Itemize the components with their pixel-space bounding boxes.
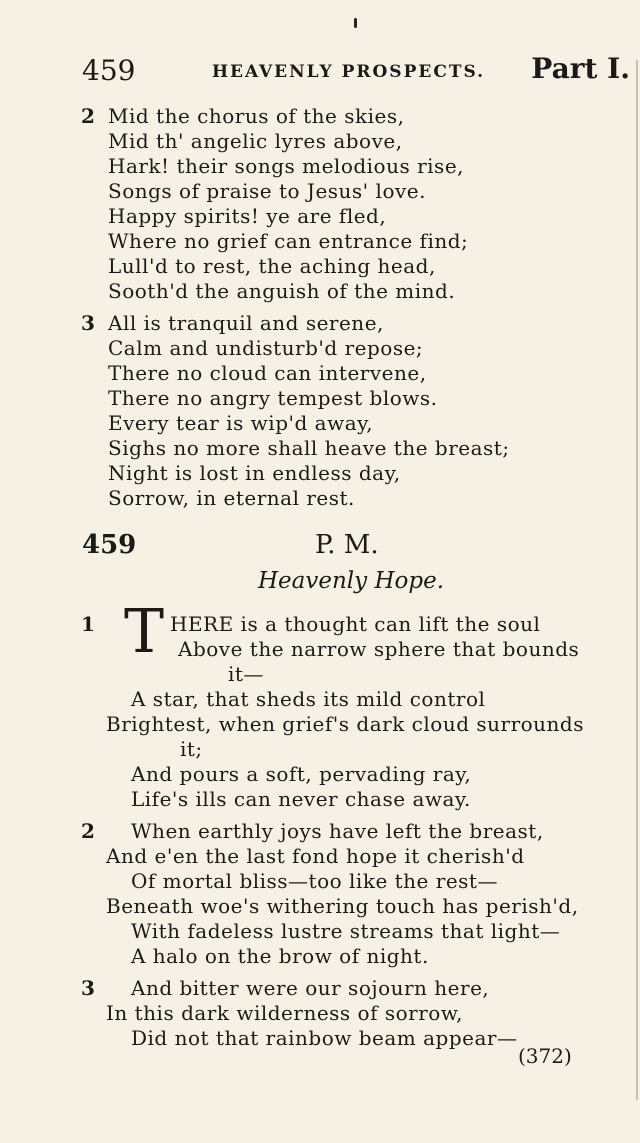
verse-line: Of mortal bliss—too like the rest— [131, 869, 498, 893]
verse-line: Sorrow, in eternal rest. [108, 486, 355, 510]
verse-line: HERE is a thought can lift the soul [170, 612, 541, 636]
header-part: Part I. [531, 52, 630, 85]
verse-line: Sooth'd the anguish of the mind. [108, 279, 456, 303]
ink-mark [354, 18, 357, 28]
header-hymn-number: 459 [82, 54, 136, 87]
verse-line: Did not that rainbow beam appear— [131, 1026, 518, 1050]
drop-cap: T [124, 597, 165, 667]
verse-number: 2 [81, 104, 95, 128]
verse-line: Happy spirits! ye are fled, [108, 204, 387, 228]
verse-line: With fadeless lustre streams that light— [131, 919, 561, 943]
hymn-title: Heavenly Hope. [258, 568, 445, 594]
verse-line: When earthly joys have left the breast, [131, 819, 544, 843]
verse-number: 1 [81, 612, 95, 636]
verse-line: it; [180, 737, 203, 761]
page-number: (372) [518, 1044, 572, 1068]
verse-line: And e'en the last fond hope it cherish'd [106, 844, 525, 868]
verse-line: Lull'd to rest, the aching head, [108, 254, 436, 278]
running-header [82, 48, 630, 88]
verse-line: Night is lost in endless day, [108, 461, 401, 485]
verse-line: In this dark wilderness of sorrow, [106, 1001, 463, 1025]
header-title: HEAVENLY PROSPECTS. [212, 62, 486, 82]
verse-line: Brightest, when grief's dark cloud surrounds [106, 712, 584, 736]
verse-line: Mid the chorus of the skies, [108, 104, 405, 128]
verse-line: And pours a soft, pervading ray, [131, 762, 472, 786]
verse-line: Where no grief can entrance find; [108, 229, 469, 253]
verse-line: it— [228, 662, 264, 686]
verse-line: A halo on the brow of night. [131, 944, 429, 968]
verse-number: 3 [81, 311, 95, 335]
verse-line: There no cloud can intervene, [108, 361, 427, 385]
hymn-meter: P. M. [315, 530, 379, 560]
verse-line: Calm and undisturb'd repose; [108, 336, 424, 360]
verse-line: Above the narrow sphere that bounds [178, 637, 580, 661]
verse-line: Hark! their songs melodious rise, [108, 154, 465, 178]
verse-line: Beneath woe's withering touch has perish'd, [106, 894, 579, 918]
verse-line: Mid th' angelic lyres above, [108, 129, 403, 153]
verse-line: Life's ills can never chase away. [131, 787, 471, 811]
verse-line: Songs of praise to Jesus' love. [108, 179, 426, 203]
hymn-number: 459 [82, 530, 137, 560]
verse-number: 2 [81, 819, 95, 843]
verse-line: Every tear is wip'd away, [108, 411, 374, 435]
page-edge [636, 60, 638, 1100]
verse-number: 3 [81, 976, 95, 1000]
verse-line: And bitter were our sojourn here, [131, 976, 490, 1000]
verse-line: There no angry tempest blows. [108, 386, 438, 410]
verse-line: A star, that sheds its mild control [131, 687, 486, 711]
verse-line: Sighs no more shall heave the breast; [108, 436, 510, 460]
verse-line: All is tranquil and serene, [108, 311, 384, 335]
